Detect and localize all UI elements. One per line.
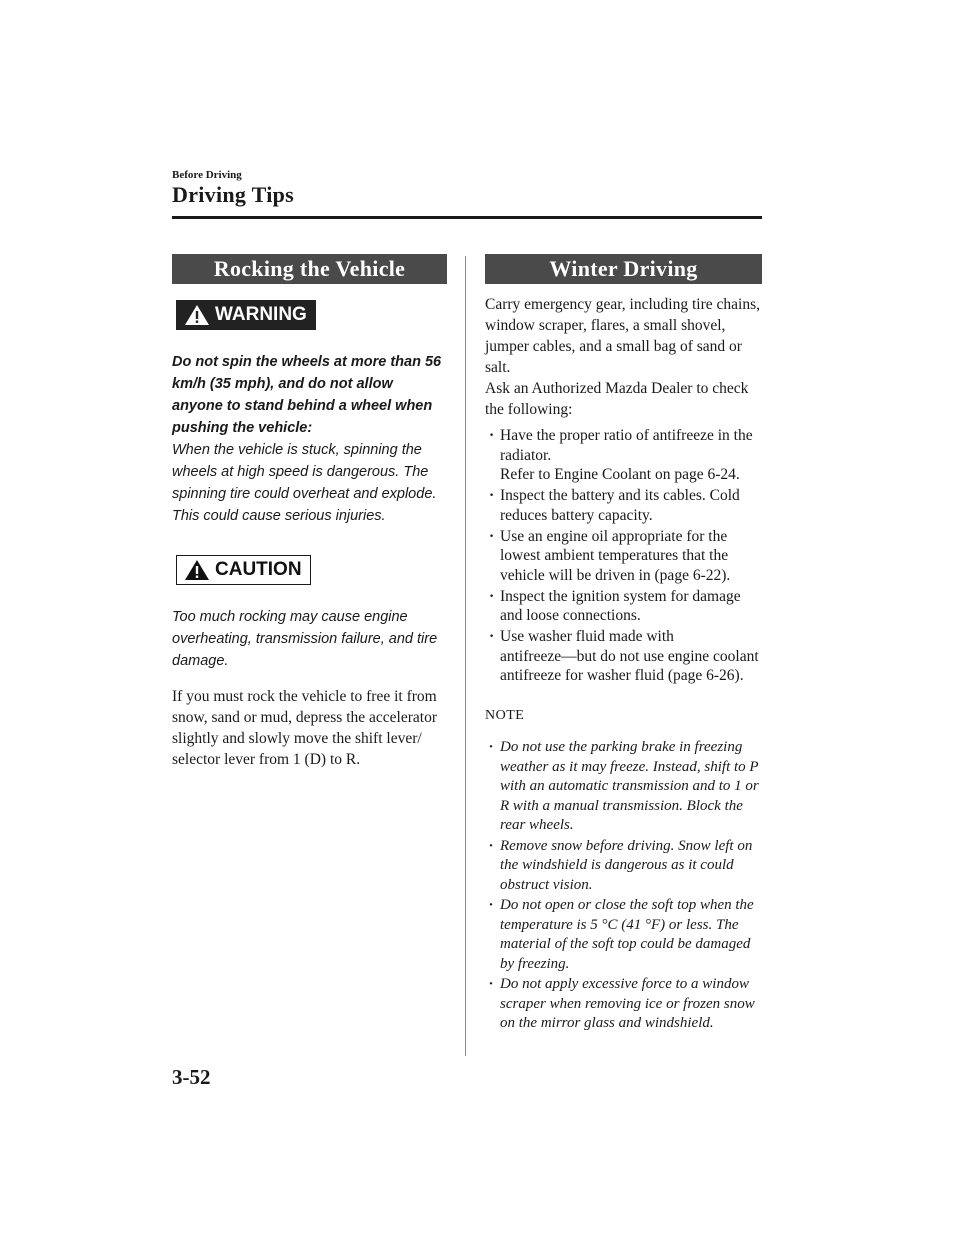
check-list	[485, 426, 762, 686]
caution-body: Too much rocking may cause engine overheating, transmission failure, and tire damage.	[172, 609, 438, 669]
chapter-title: Driving Tips	[172, 182, 295, 207]
list-item: · Do not open or close the soft top when the temperature is 5 °C (41 °F) or less. The material of the soft top could be damaged by freezing.	[485, 896, 762, 974]
warning-text	[172, 351, 447, 527]
header-rule	[172, 216, 762, 219]
page-number: 3-52	[172, 1065, 211, 1089]
caution-badge	[176, 555, 311, 585]
warning-heading: Do not spin the wheels at more than 56 km/h (35 mph), and do not allow anyone to stand behind a wheel when pushing the vehicle:	[172, 354, 442, 436]
column-divider	[465, 256, 466, 1056]
list-item: · Remove snow before driving. Snow left on the windshield is dangerous as it could obstruct vision.	[485, 837, 762, 896]
warning-icon	[184, 304, 210, 326]
list-item: · Inspect the battery and its cables. Cold reduces battery capacity.	[485, 486, 762, 525]
list-item: · Use an engine oil appropriate for the lowest ambient temperatures that the vehicle will be driven in (page 6-22).	[485, 527, 762, 586]
note-label: NOTE	[485, 708, 525, 724]
winter-title: Winter Driving	[485, 254, 762, 284]
list-item: · Do not use the parking brake in freezing weather as it may freeze. Instead, shift to P with an automatic transmission and to 1 or R with a manual transmission. Block the rear wheels.	[485, 738, 762, 836]
rocking-title: Rocking the Vehicle	[172, 254, 447, 284]
list-item: · Use washer fluid made with antifreeze―but do not use engine coolant antifreeze for washer fluid (page 6-26).	[485, 627, 762, 686]
winter-section	[485, 254, 762, 1035]
warning-label: WARNING	[215, 304, 307, 325]
note-list	[485, 738, 762, 1034]
list-item: · Do not apply excessive force to a window scraper when removing ice or frozen snow on the mirror glass and windshield.	[485, 975, 762, 1034]
caution-label: CAUTION	[215, 559, 302, 580]
warning-badge	[176, 300, 316, 330]
warning-body: When the vehicle is stuck, spinning the wheels at high speed is dangerous. The spinning tire could overheat and explode. This could cause serious injuries.	[172, 442, 437, 524]
winter-ask: Ask an Authorized Mazda Dealer to check the following:	[485, 380, 749, 418]
rocking-paragraph: If you must rock the vehicle to free it from snow, sand or mud, depress the accelerator slightly and slowly move the shift lever/ selector lever from 1 (D) to R.	[172, 688, 437, 768]
caution-icon	[184, 559, 210, 581]
coolant-reference: Refer to Engine Coolant on page 6-24.	[500, 466, 740, 484]
section-label: Before Driving	[172, 169, 242, 181]
list-item: · Have the proper ratio of antifreeze in the radiator. Refer to Engine Coolant on page 6-24.	[485, 426, 762, 485]
list-item: · Inspect the ignition system for damage and loose connections.	[485, 587, 762, 626]
winter-intro: Carry emergency gear, including tire chains, window scraper, flares, a small shovel, jumper cables, and a small bag of sand or salt.	[485, 296, 760, 376]
rocking-section	[172, 254, 447, 770]
